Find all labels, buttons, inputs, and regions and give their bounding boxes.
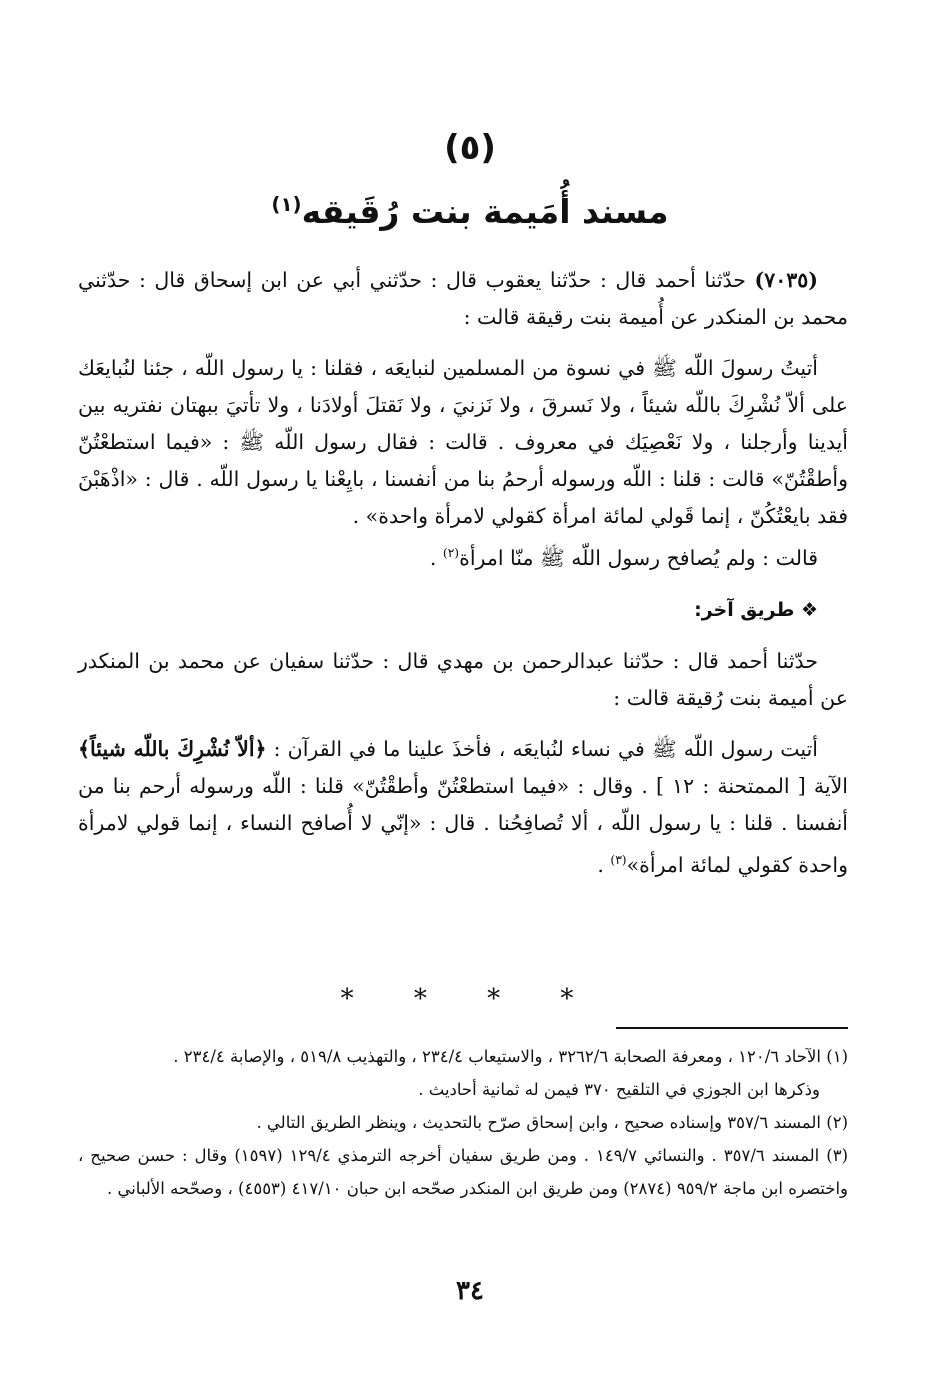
footnote-2 bbox=[78, 1106, 848, 1139]
footnote-ref-3: (٣) bbox=[610, 852, 627, 867]
quran-quote: ﴿ألاّ نُشْرِكَ باللّه شيئاً﴾ bbox=[78, 736, 267, 761]
second-path-matn-end: الآية [ الممتحنة : ١٢ ] . وقال : «فيما استطعْتُنّ وأطقْتُنّ» قلنا : اللّه ورسوله أرحم بنا من أنفسنا . قلنا : يا رسول اللّه ، ألا تُصافِحُنا . قال : «إنّي لا أُصافح النساء ، إنما قولي لامرأة واحدة كقولي لمائة امرأة» bbox=[78, 773, 848, 877]
footnotes bbox=[78, 1040, 848, 1205]
second-path-heading-text: ❖ طريق آخر: bbox=[694, 598, 818, 621]
footnote-divider bbox=[616, 1027, 848, 1029]
second-path-heading bbox=[78, 591, 848, 629]
second-path-matn bbox=[78, 731, 848, 884]
hadith-isnad-text: حدّثنا أحمد قال : حدّثنا يعقوب قال : حدّثني أبي عن ابن إسحاق قال : حدّثني محمد بن المنكدر عن أُميمة بنت رقيقة قالت : bbox=[78, 268, 848, 329]
hadith-closing-end: . bbox=[429, 545, 443, 570]
hadith-isnad bbox=[78, 262, 848, 336]
footnote-ref-2: (٢) bbox=[442, 546, 460, 560]
footnote-1 bbox=[78, 1040, 848, 1073]
footnote-1-marker: (١) bbox=[826, 1047, 848, 1066]
section-number: (٥) bbox=[444, 128, 496, 168]
hadith-closing-text: قالت : ولم يُصافح رسول اللّه ﷺ منّا امرأة bbox=[459, 545, 818, 570]
footnote-3-marker: (٣) bbox=[826, 1146, 848, 1165]
section-separator: * * * * bbox=[340, 984, 600, 1014]
section-title-text: مسند أُمَيمة بنت رُقَيقه bbox=[301, 192, 669, 231]
footnote-1-continuation: وذكرها ابن الجوزي في التلقيح ٣٧٠ فيمن له ثمانية أحاديث . bbox=[418, 1080, 820, 1099]
second-path-isnad: حدّثنا أحمد قال : حدّثنا عبدالرحمن بن مهدي قال : حدّثنا سفيان عن محمد بن المنكدر عن أميمة بنت رُقيقة قالت : bbox=[78, 648, 848, 710]
footnote-2-marker: (٢) bbox=[826, 1113, 848, 1132]
hadith-matn: أتيتُ رسولَ اللّه ﷺ في نسوة من المسلمين لنبايعَه ، فقلنا : يا رسول اللّه ، جئنا لنُبايعَك على ألاّ نُشْرِكَ باللّه شيئاً ، ولا نَسرقَ ، ولا نَزنيَ ، ولا نَقتلَ أولادَنا ، ولا تأتيَ ببهتان نفتريه بين أيدينا وأرجلنا ، ولا نَعْصِيَك في معروف . قالت : فقال رسول اللّه ﷺ : «فيما استطعْتُنّ وأطقْتُنّ» قالت : قلنا : اللّه ورسوله أرحمُ بنا من أنفسنا ، بايِعْنا يا رسول اللّه . قال : «اذْهَبْنَ فقد بايعْتُكُنّ ، إنما قَولي لمائة امرأة كقولي لامرأة واحدة» . bbox=[78, 356, 848, 528]
footnote-3-text: المسند ٣٥٧/٦ . والنسائي ١٤٩/٧ . ومن طريق سفيان أخرجه الترمذي ١٢٩/٤ (١٥٩٧) وقال : حسن صحيح ، واختصره ابن ماجة ٩٥٩/٢ (٢٨٧٤) ومن طريق ابن المنكدر صحّحه ابن حبان ٤١٧/١٠ (٤٥٥٣) ، وصحّحه الألباني . bbox=[78, 1146, 848, 1198]
hadith-closing bbox=[78, 535, 848, 577]
footnote-3 bbox=[78, 1139, 848, 1205]
page-number: ٣٤ bbox=[456, 1276, 484, 1306]
footnote-2-text: المسند ٣٥٧/٦ وإسناده صحيح ، وابن إسحاق صرّح بالتحديث ، وينظر الطريق التالي . bbox=[256, 1113, 821, 1132]
second-path-matn-start: أتيت رسول اللّه ﷺ في نساء لنُبايعَه ، فأخذَ علينا ما في القرآن : bbox=[266, 736, 818, 761]
hadith-number: (٧٠٣٥) bbox=[754, 268, 818, 292]
footnote-1-text: الآحاد ١٢٠/٦ ، ومعرفة الصحابة ٣٢٦٢/٦ ، والاستيعاب ٢٣٤/٤ ، والتهذيب ٥١٩/٨ ، والإصابة ٢٣٤/٤ . bbox=[173, 1047, 821, 1066]
title-footnote-ref: (١) bbox=[271, 193, 302, 216]
main-text bbox=[78, 262, 848, 884]
second-path-matn-tail: . bbox=[597, 852, 611, 877]
section-title bbox=[0, 192, 940, 231]
